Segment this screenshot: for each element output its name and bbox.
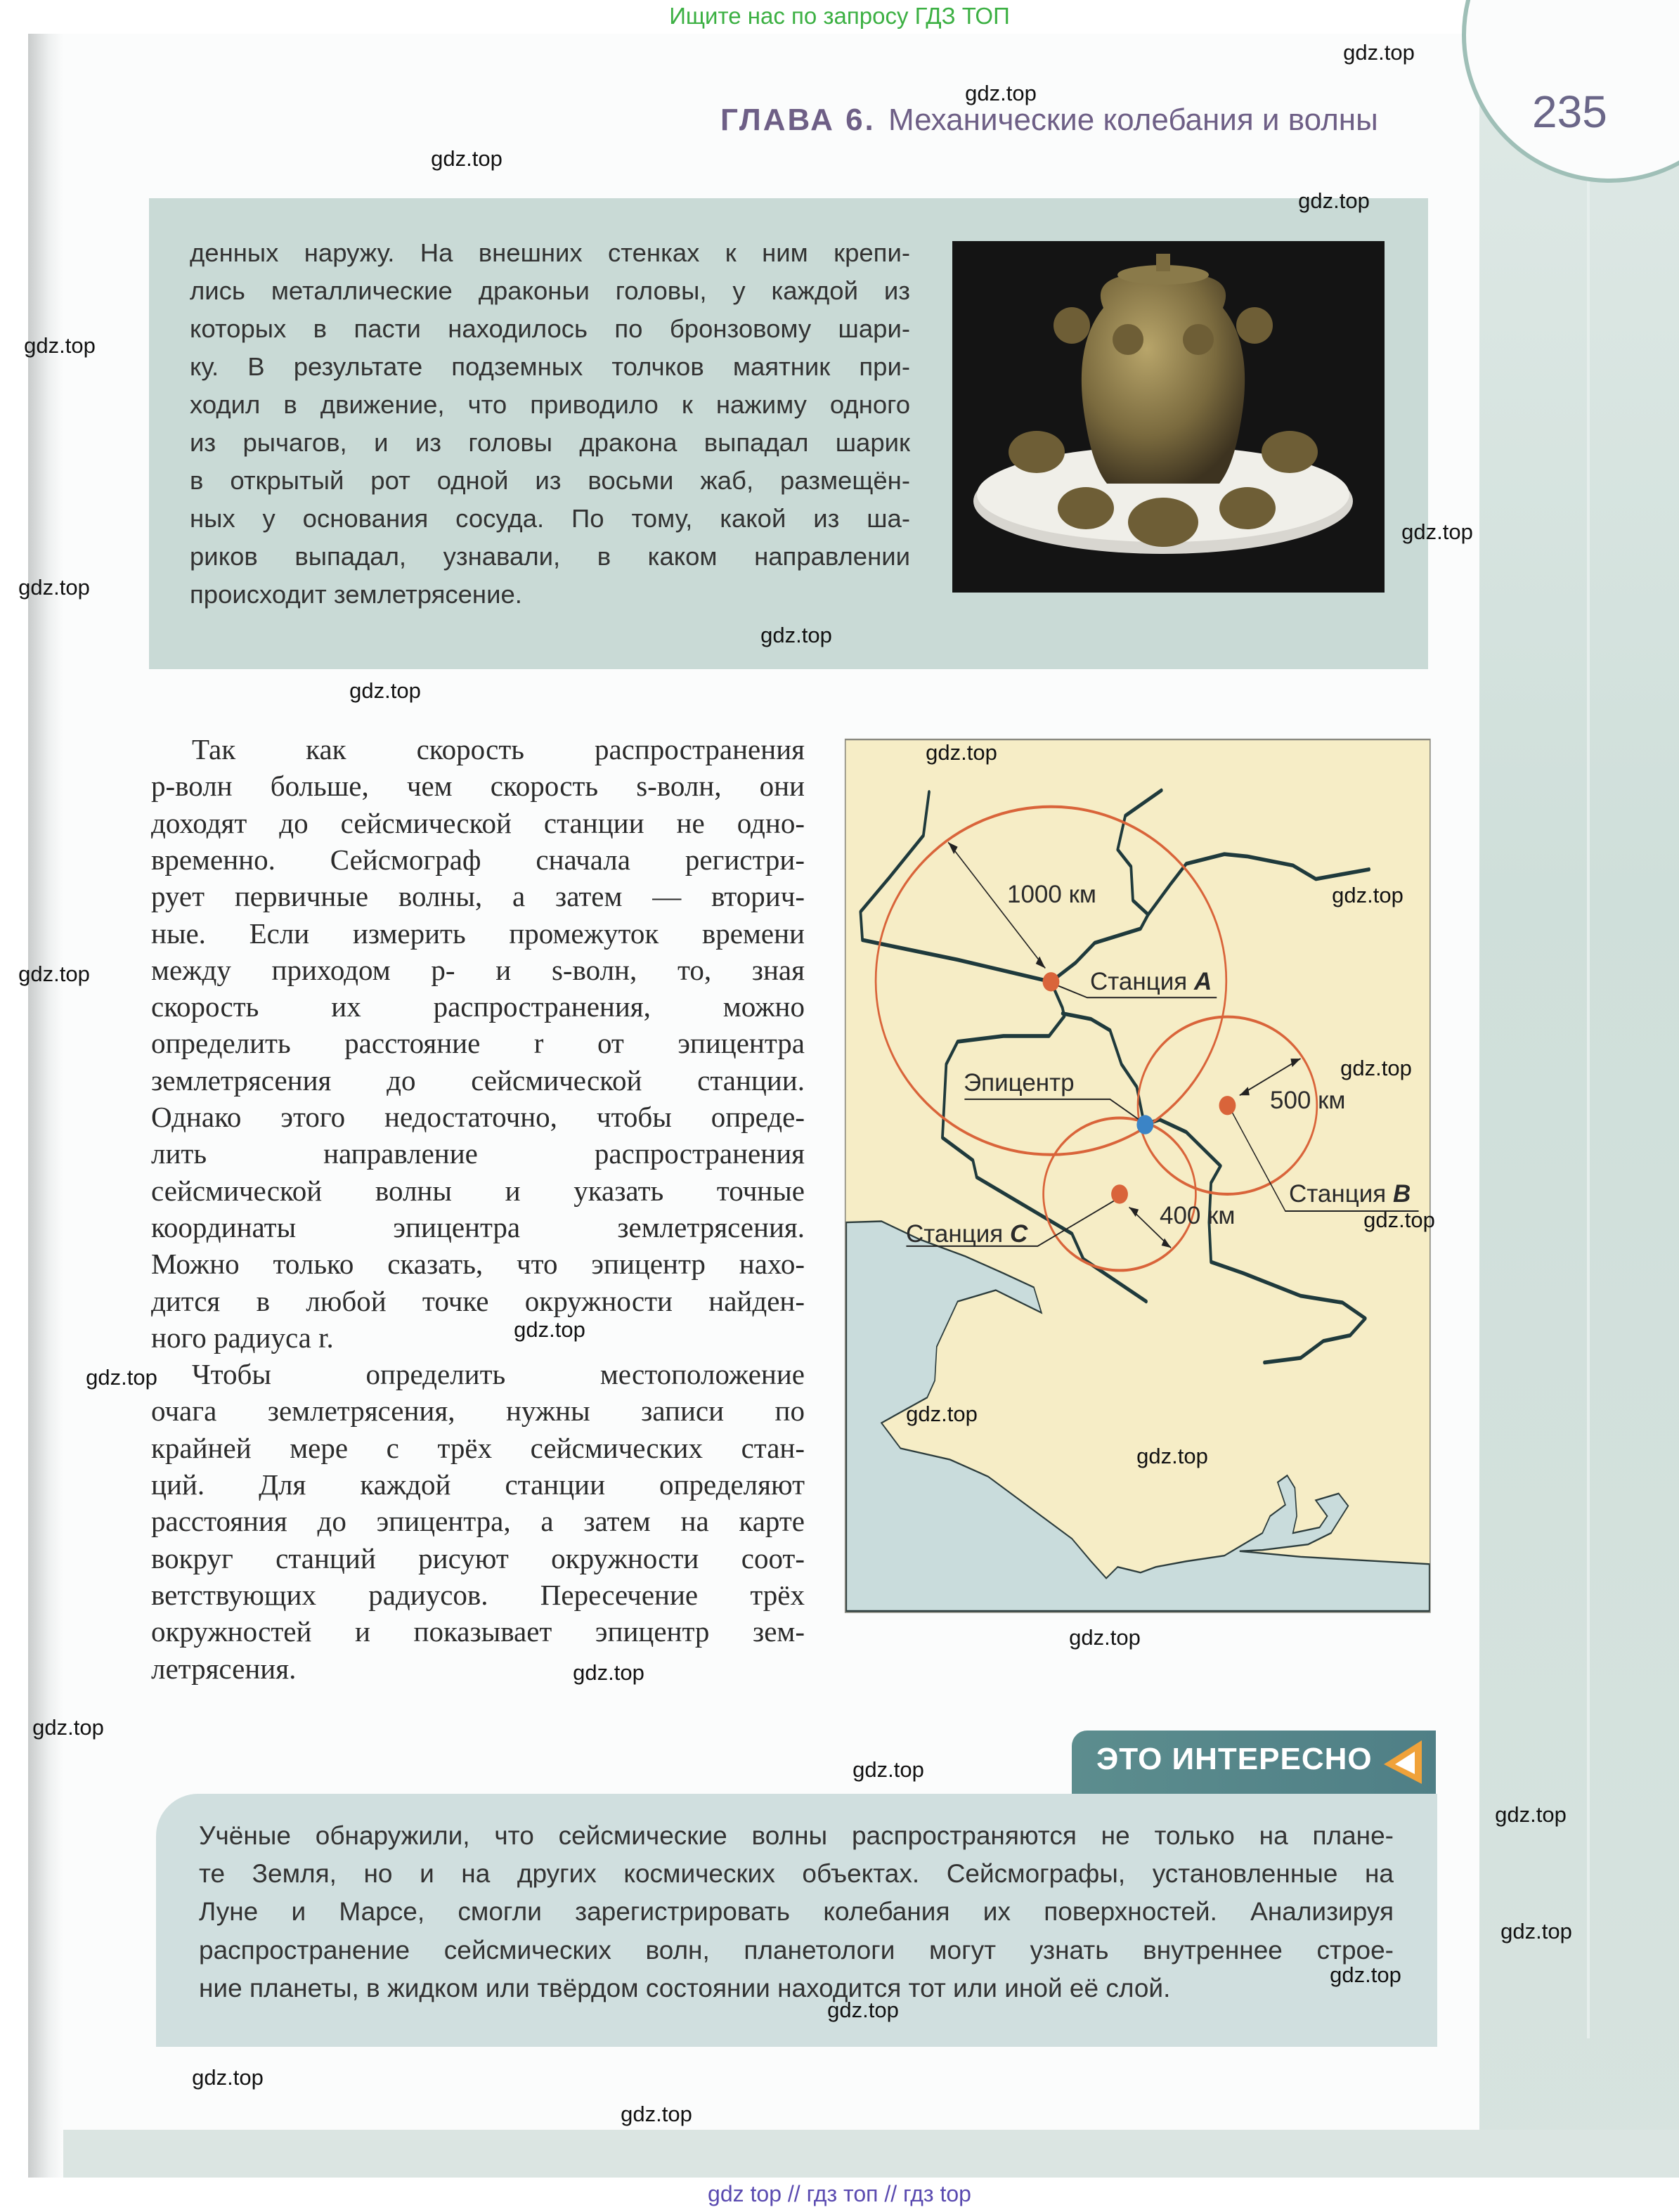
watermark-text: gdz.top xyxy=(1343,40,1415,65)
epicenter-map xyxy=(843,731,1441,1617)
text-line: ного радиуса r. xyxy=(151,1321,334,1354)
interesting-badge-label: ЭТО ИНТЕРЕСНО xyxy=(1096,1742,1373,1776)
watermark-text: gdz.top xyxy=(853,1757,924,1782)
text-line: Можно только сказать, что эпицентр нахо- xyxy=(151,1248,805,1281)
watermark-text: gdz.top xyxy=(1340,1056,1412,1080)
watermark-text: gdz.top xyxy=(621,2102,692,2126)
chapter-header xyxy=(720,103,1378,138)
watermark-text: gdz.top xyxy=(32,1715,104,1740)
text-line: в открытый рот одной из восьми жаб, размещён- xyxy=(190,466,910,495)
station-a-dot xyxy=(1043,972,1060,991)
station-c-dot xyxy=(1111,1184,1128,1203)
text-line: ходил в движение, что приводило к нажиму одного xyxy=(190,390,910,419)
seismoscope-photo xyxy=(952,241,1385,593)
text-line: временно. Сейсмограф сначала регистри- xyxy=(151,843,805,876)
radius-label-a: 1000 км xyxy=(1007,881,1096,908)
text-line: лить направление распространения xyxy=(151,1137,805,1170)
watermark-text: gdz.top xyxy=(1401,519,1473,544)
text-line: ные. Если измерить промежуток времени xyxy=(151,917,805,950)
watermark-text: gdz.top xyxy=(965,81,1037,105)
watermark-text: gdz.top xyxy=(1298,188,1370,213)
watermark-text: gdz.top xyxy=(431,146,503,171)
text-line: летрясения. xyxy=(151,1652,297,1685)
text-line: ветствующих радиусов. Пересечение трёх xyxy=(151,1578,805,1611)
watermark-text: gdz.top xyxy=(1330,1962,1401,1987)
triangle-logo-icon xyxy=(1378,1738,1427,1787)
text-line: дится в любой точке окружности найден- xyxy=(151,1284,805,1317)
text-line: вокруг станций рисуют окружности соот- xyxy=(151,1541,805,1574)
page-number: 235 xyxy=(1532,86,1607,137)
text-line: происходит землетрясение. xyxy=(190,580,522,609)
text-line: доходят до сейсмической станции не одно- xyxy=(151,806,805,839)
watermark-text: gdz.top xyxy=(1069,1625,1141,1650)
text-line: ние планеты, в жидком или твёрдом состоянии находится тот или иной её слой. xyxy=(199,1973,1171,2003)
text-line: ку. В результате подземных толчков маятник при- xyxy=(190,352,910,381)
station-b-letter: B xyxy=(1393,1180,1411,1208)
text-line: те Земля, но и на других космических объектах. Сейсмографы, установленные на xyxy=(199,1859,1394,1889)
text-line: окружностей и показывает эпицентр зем- xyxy=(151,1615,805,1648)
station-b-dot xyxy=(1219,1096,1236,1115)
chapter-title: Механические колебания и волны xyxy=(888,103,1378,137)
margin-line xyxy=(1587,141,1590,2038)
text-line: между приходом p- и s-волн, то, зная xyxy=(151,953,805,986)
station-c-label xyxy=(906,1220,1028,1248)
footer-watermark: gdz top // гдз топ // гдз top xyxy=(0,2178,1679,2212)
station-a-label xyxy=(1090,968,1212,996)
station-b-label xyxy=(1289,1180,1411,1208)
watermark-text: gdz.top xyxy=(760,623,832,647)
watermark-text: gdz.top xyxy=(24,333,96,358)
text-line: координаты эпицентра землетрясения. xyxy=(151,1210,805,1243)
text-line: Однако этого недостаточно, чтобы опреде- xyxy=(151,1101,805,1133)
watermark-text: gdz.top xyxy=(926,740,997,765)
text-line: Так как скорость распространения xyxy=(192,733,805,765)
watermark-text: gdz.top xyxy=(1332,883,1404,907)
watermark-text: gdz.top xyxy=(573,1660,644,1685)
text-line: сейсмической волны и указать точные xyxy=(151,1174,805,1207)
watermark-text: gdz.top xyxy=(1495,1802,1567,1827)
text-line: лись металлические драконьи головы, у каждой из xyxy=(190,276,910,305)
watermark-text: gdz.top xyxy=(18,575,90,600)
station-b-prefix: Станция xyxy=(1289,1180,1387,1208)
watermark-text: gdz.top xyxy=(86,1365,157,1390)
text-line: денных наружу. На внешних стенках к ним крепи- xyxy=(190,238,910,267)
station-a-letter: A xyxy=(1194,968,1212,995)
watermark-text: gdz.top xyxy=(1363,1208,1435,1232)
radius-label-c: 400 км xyxy=(1160,1202,1236,1229)
watermark-text: gdz.top xyxy=(827,1998,899,2022)
text-line: распространение сейсмических волн, планетологи могут узнать внутреннее строе- xyxy=(199,1935,1394,1965)
text-line: риков выпадал, узнавали, в каком направлении xyxy=(190,542,910,571)
text-line: Луне и Марсе, смогли зарегистрировать колебания их поверхностей. Анализируя xyxy=(199,1897,1394,1927)
epicenter-dot xyxy=(1136,1115,1153,1134)
radius-label-b: 500 км xyxy=(1270,1087,1346,1114)
station-a-prefix: Станция xyxy=(1090,968,1188,995)
bottom-strip xyxy=(63,2130,1679,2178)
watermark-text: gdz.top xyxy=(349,678,421,703)
watermark-text: gdz.top xyxy=(1136,1444,1208,1468)
text-line: рует первичные волны, а затем — вторич- xyxy=(151,880,805,913)
watermark-text: gdz.top xyxy=(1500,1919,1572,1943)
watermark-text: gdz.top xyxy=(514,1317,585,1342)
search-banner: Ищите нас по запросу ГДЗ ТОП xyxy=(0,0,1679,34)
station-c-prefix: Станция xyxy=(906,1220,1004,1248)
text-line: Чтобы определить местоположение xyxy=(192,1358,805,1391)
epicenter-label: Эпицентр xyxy=(964,1069,1075,1097)
text-line: ных у основания сосуда. По тому, какой из ша- xyxy=(190,504,910,533)
text-line: очага землетрясения, нужны записи по xyxy=(151,1395,805,1428)
watermark-text: gdz.top xyxy=(906,1402,978,1426)
text-line: определить расстояние r от эпицентра xyxy=(151,1027,805,1060)
right-margin-decoration xyxy=(1479,34,1679,2178)
text-line: Учёные обнаружили, что сейсмические волны распространяются не только на плане- xyxy=(199,1821,1394,1850)
text-line: землетрясения до сейсмической станции. xyxy=(151,1063,805,1097)
text-line: из рычагов, и из головы дракона выпадал шарик xyxy=(190,428,910,457)
text-line: крайней мере с трёх сейсмических стан- xyxy=(151,1431,805,1464)
text-line: ций. Для каждой станции определяют xyxy=(151,1468,805,1501)
watermark-text: gdz.top xyxy=(18,962,90,986)
text-line: которых в пасти находилось по бронзовому шари- xyxy=(190,314,910,343)
watermark-text: gdz.top xyxy=(192,2065,264,2090)
station-c-letter: C xyxy=(1010,1220,1028,1248)
text-line: расстояния до эпицентра, а затем на карте xyxy=(151,1505,805,1538)
chapter-number: ГЛАВА 6. xyxy=(720,103,876,137)
text-line: p-волн больше, чем скорость s-волн, они xyxy=(151,770,805,803)
text-line: скорость их распространения, можно xyxy=(151,990,805,1023)
